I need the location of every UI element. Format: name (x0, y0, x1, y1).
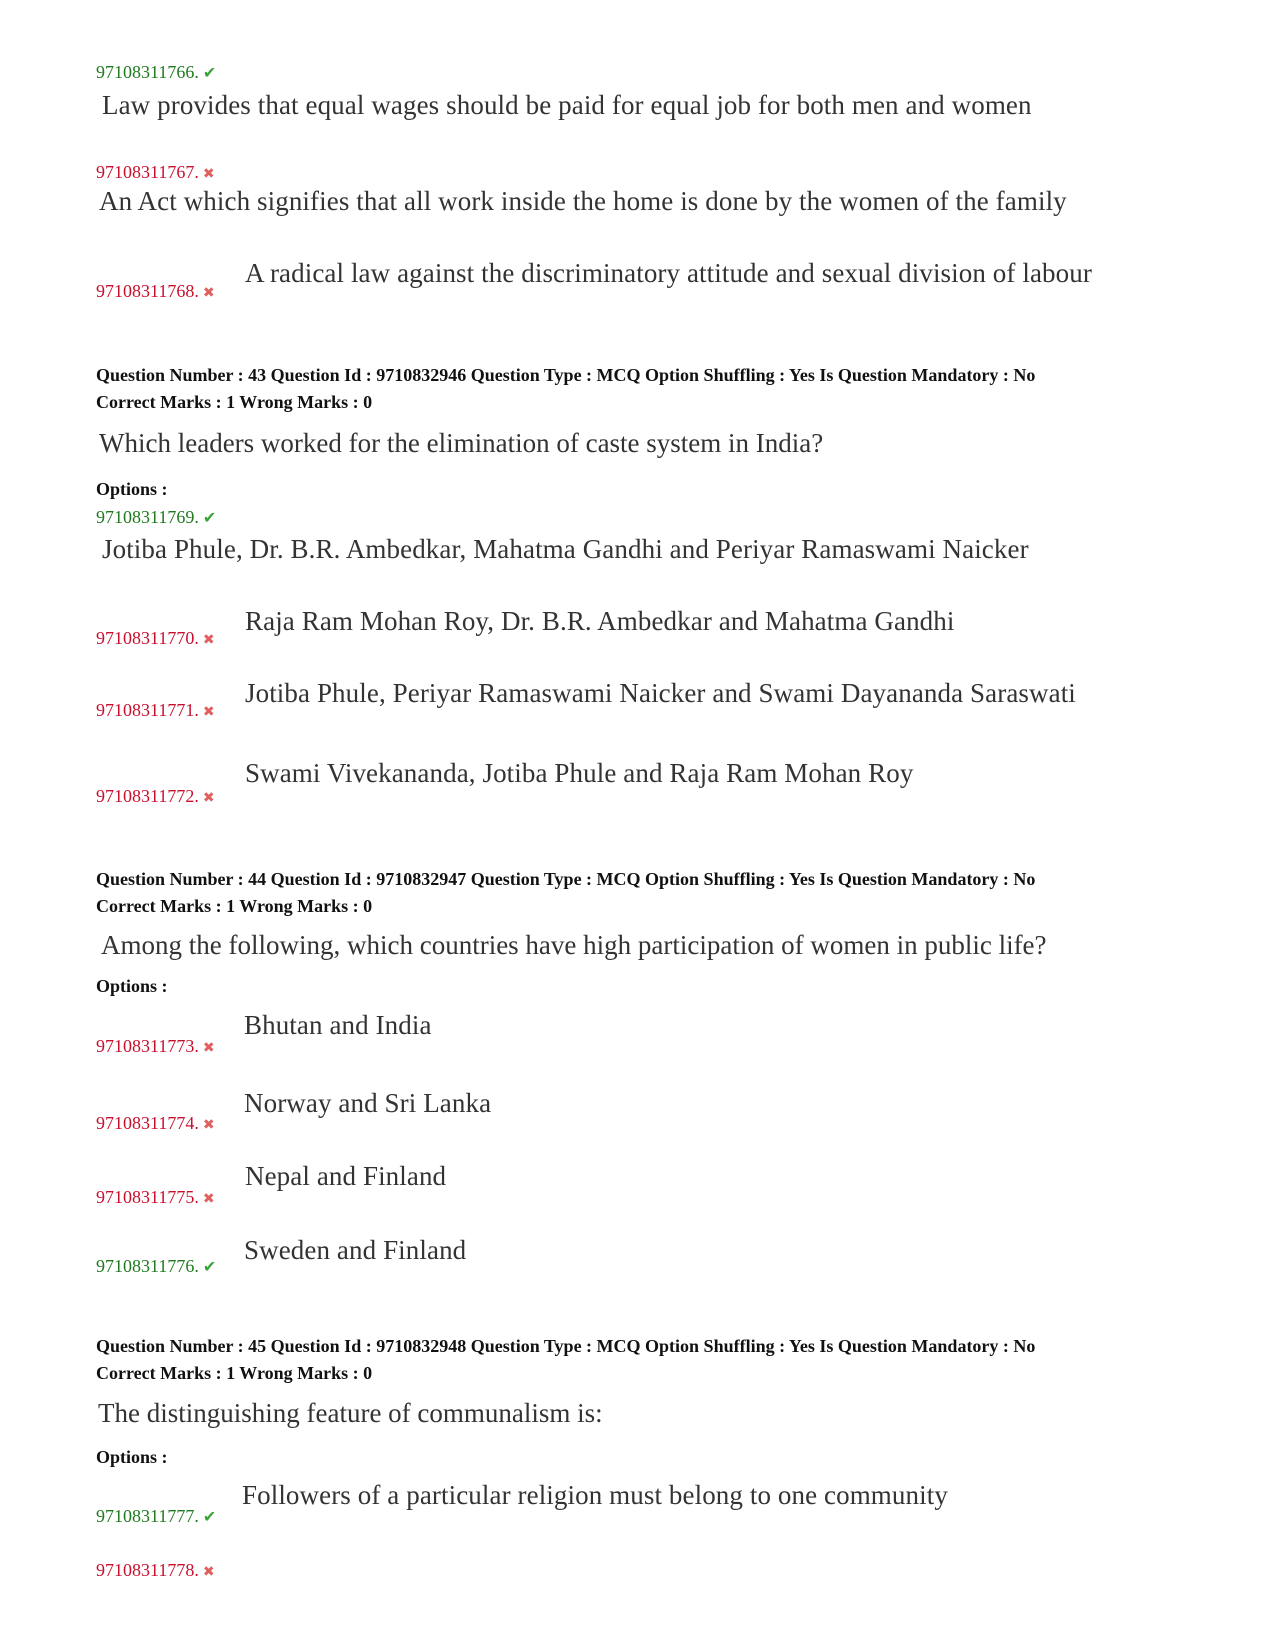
option-id: 97108311770. ✖ (96, 628, 215, 648)
question-meta: Question Number : 45 Question Id : 9710832948 Question Type : MCQ Option Shuffling : Yes Is Question Mandatory : No (96, 1336, 1036, 1356)
option-text: Raja Ram Mohan Roy, Dr. B.R. Ambedkar and Mahatma Gandhi (245, 606, 955, 636)
cross-icon: ✖ (202, 1192, 215, 1207)
options-label: Options : (96, 976, 168, 996)
question-text: Among the following, which countries have high participation of women in public life? (101, 930, 1047, 960)
option-text: Bhutan and India (244, 1010, 432, 1040)
option-text: Jotiba Phule, Dr. B.R. Ambedkar, Mahatma Gandhi and Periyar Ramaswami Naicker (102, 534, 1029, 564)
cross-icon: ✖ (202, 1041, 215, 1056)
check-icon: ✔ (202, 65, 217, 82)
question-marks: Correct Marks : 1 Wrong Marks : 0 (96, 1363, 373, 1383)
cross-icon: ✖ (202, 705, 215, 720)
options-label: Options : (96, 479, 168, 499)
question-marks: Correct Marks : 1 Wrong Marks : 0 (96, 896, 373, 916)
option-text: Norway and Sri Lanka (244, 1088, 492, 1118)
question-text: Which leaders worked for the elimination of caste system in India? (99, 428, 824, 458)
option-id: 97108311776. ✔ (96, 1256, 217, 1276)
cross-icon: ✖ (202, 791, 215, 806)
option-id: 97108311768. ✖ (96, 281, 215, 301)
check-icon: ✔ (202, 1259, 217, 1276)
question-text: The distinguishing feature of communalism is: (98, 1398, 603, 1428)
option-id: 97108311774. ✖ (96, 1113, 215, 1133)
cross-icon: ✖ (202, 1565, 215, 1580)
option-id: 97108311773. ✖ (96, 1036, 215, 1056)
check-icon: ✔ (202, 510, 217, 527)
cross-icon: ✖ (202, 286, 215, 301)
option-id: 97108311769. ✔ (96, 507, 217, 527)
option-text: Swami Vivekananda, Jotiba Phule and Raja Ram Mohan Roy (245, 758, 914, 788)
question-marks: Correct Marks : 1 Wrong Marks : 0 (96, 392, 373, 412)
option-text: Jotiba Phule, Periyar Ramaswami Naicker and Swami Dayananda Saraswati (245, 678, 1076, 708)
option-text: Followers of a particular religion must belong to one community (242, 1480, 948, 1510)
check-icon: ✔ (202, 1509, 217, 1526)
cross-icon: ✖ (202, 1118, 215, 1133)
option-id: 97108311777. ✔ (96, 1506, 217, 1526)
option-id: 97108311771. ✖ (96, 700, 215, 720)
option-text: Law provides that equal wages should be paid for equal job for both men and women (102, 90, 1032, 120)
question-meta: Question Number : 43 Question Id : 9710832946 Question Type : MCQ Option Shuffling : Yes Is Question Mandatory : No (96, 365, 1036, 385)
option-id: 97108311767. ✖ (96, 162, 215, 182)
option-id: 97108311766. ✔ (96, 62, 217, 82)
cross-icon: ✖ (202, 167, 215, 182)
option-text: Nepal and Finland (245, 1161, 447, 1191)
cross-icon: ✖ (202, 633, 215, 648)
options-label: Options : (96, 1447, 168, 1467)
option-id: 97108311775. ✖ (96, 1187, 215, 1207)
option-id: 97108311778. ✖ (96, 1560, 215, 1580)
option-text: Sweden and Finland (244, 1235, 467, 1265)
option-text: A radical law against the discriminatory attitude and sexual division of labour (245, 258, 1092, 288)
question-meta: Question Number : 44 Question Id : 9710832947 Question Type : MCQ Option Shuffling : Yes Is Question Mandatory : No (96, 869, 1036, 889)
option-text: An Act which signifies that all work inside the home is done by the women of the family (99, 186, 1067, 216)
option-id: 97108311772. ✖ (96, 786, 215, 806)
